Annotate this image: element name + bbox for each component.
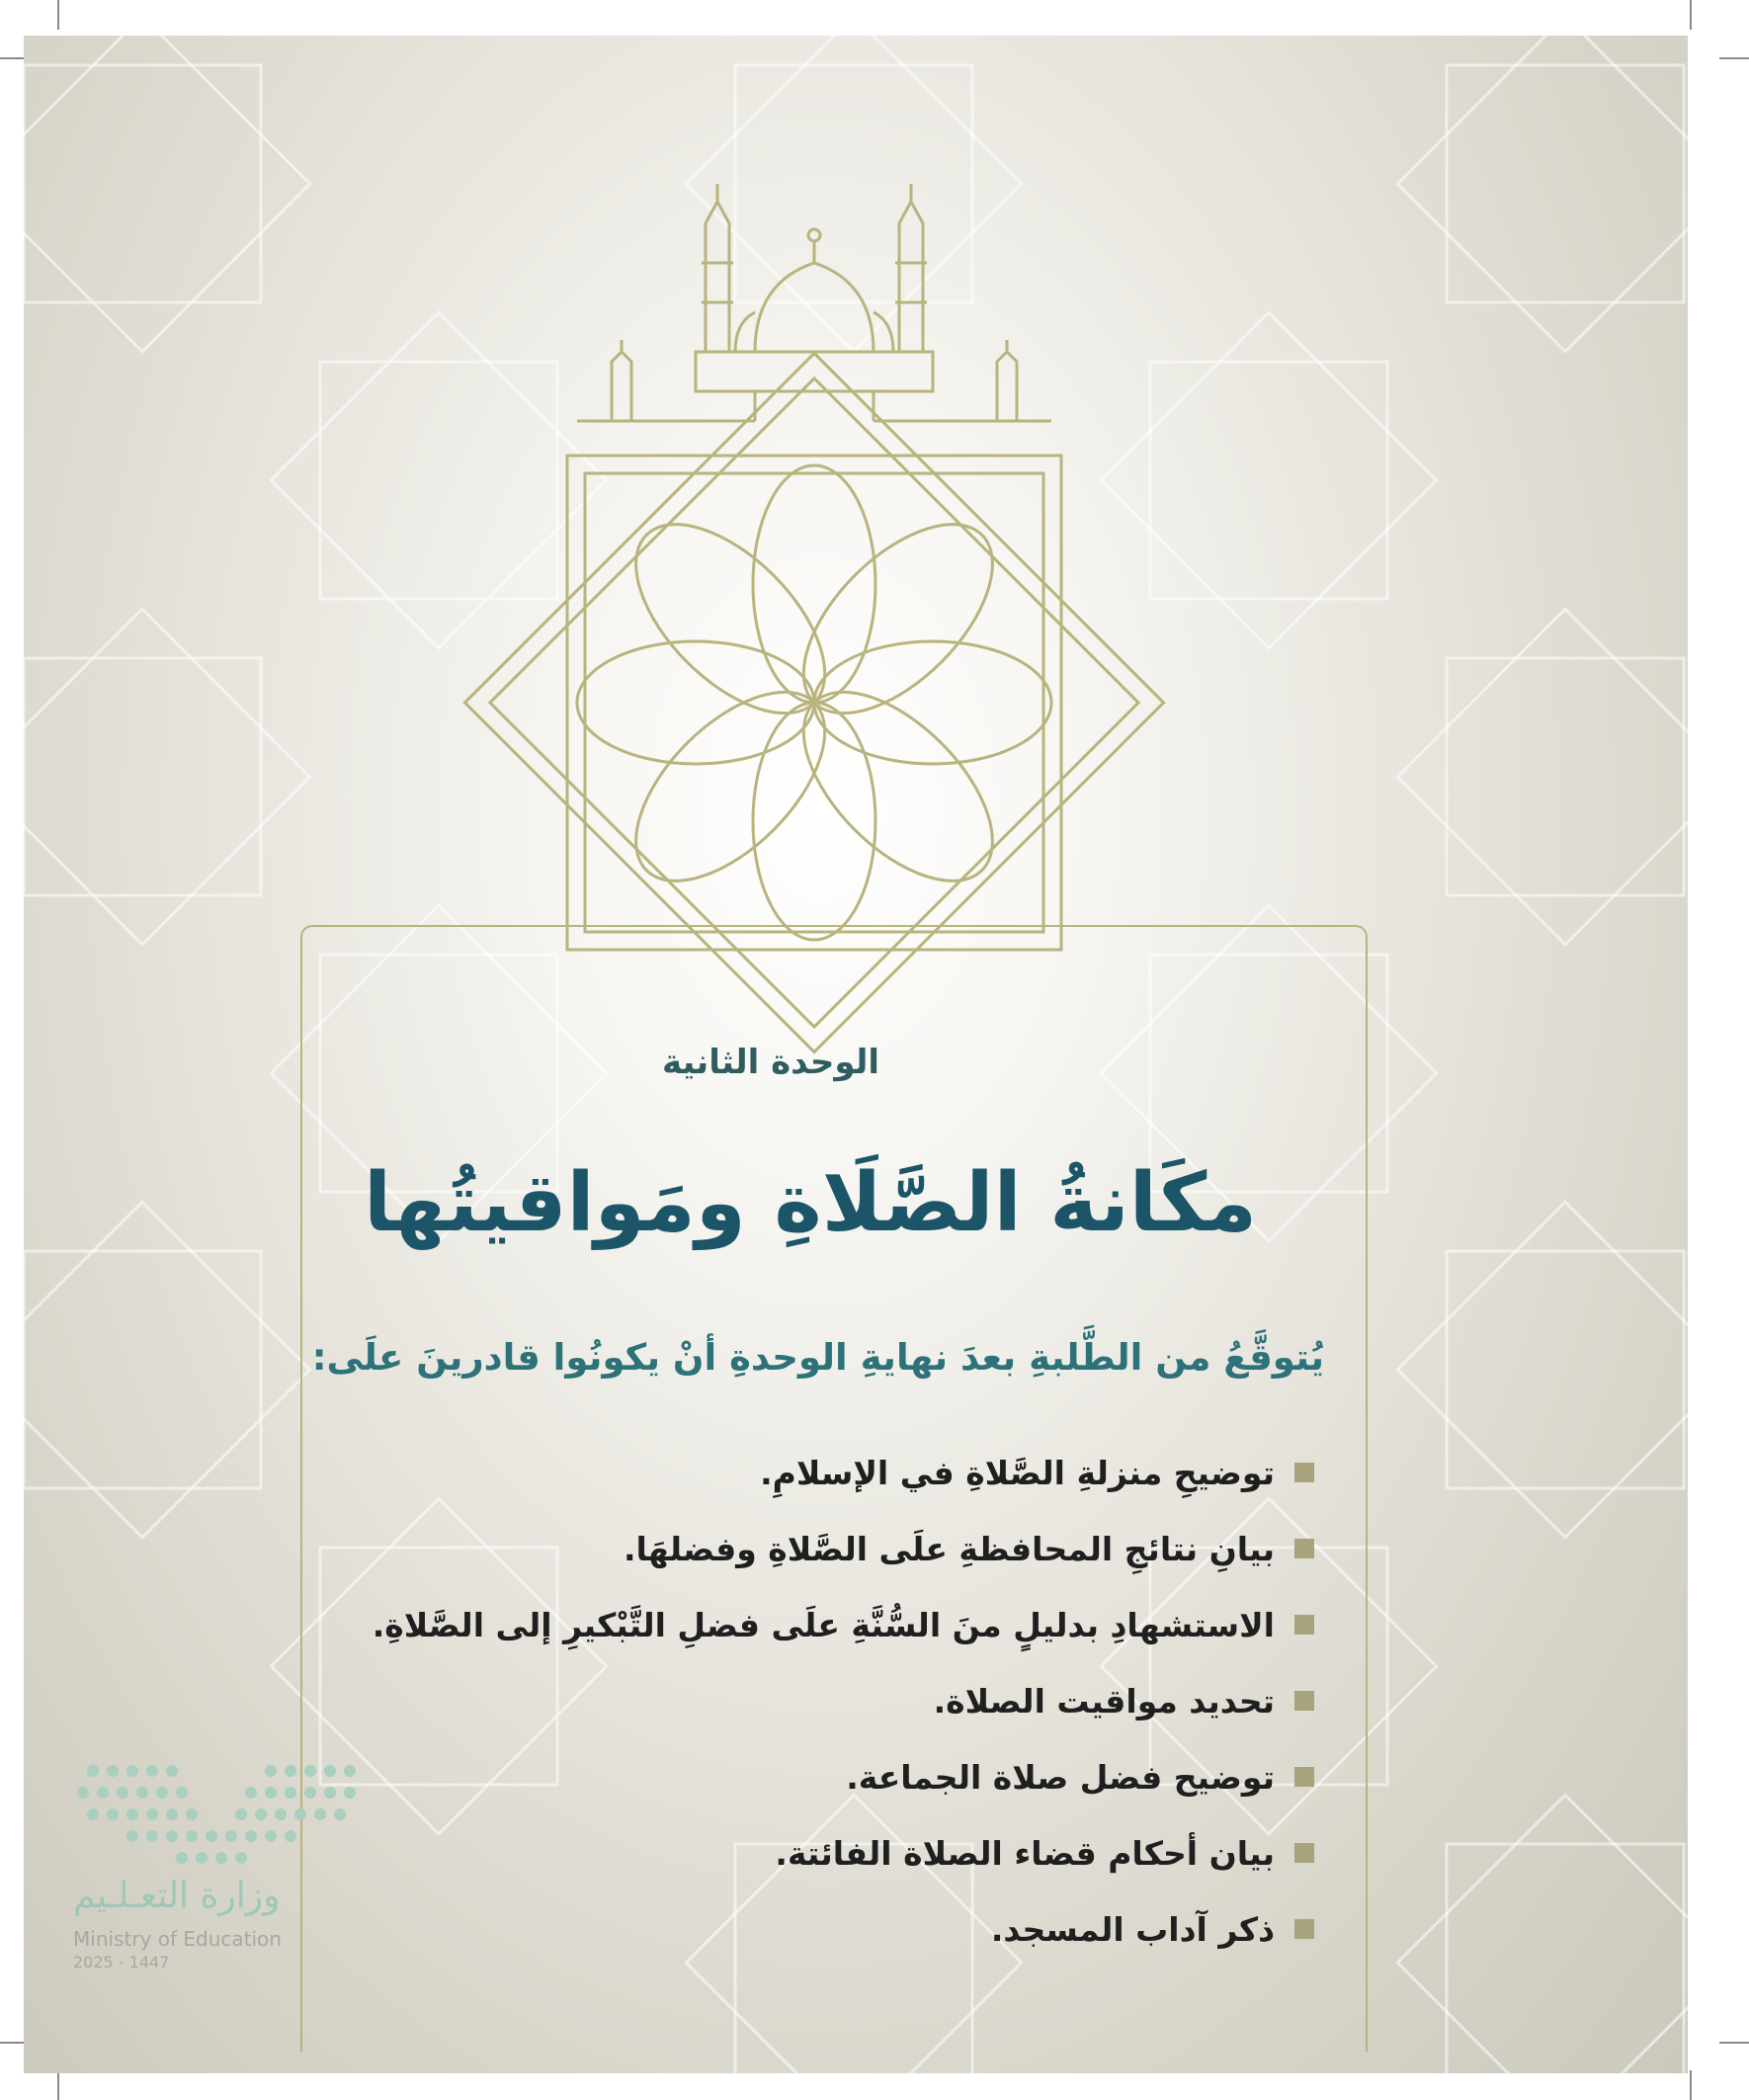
- objective-item: [296, 1894, 1324, 1964]
- edition-year: 2025 - 1447: [73, 1953, 170, 1972]
- crop-mark-bottom-right-v: [1690, 2070, 1692, 2100]
- square-bullet-icon: [1294, 1919, 1314, 1939]
- objective-text: توضيح فضل صلاة الجماعة.: [846, 1757, 1275, 1797]
- ministry-name-arabic: وزارة التعـلـيم: [73, 1876, 281, 1916]
- objective-text: بيان أحكام قضاء الصلاة الفائتة.: [775, 1833, 1275, 1873]
- objective-item: [296, 1438, 1324, 1507]
- crop-mark-bottom-left-v: [57, 2070, 59, 2100]
- objective-item: [296, 1590, 1324, 1659]
- objective-text: ذكر آداب المسجد.: [990, 1909, 1275, 1949]
- objective-item: [296, 1818, 1324, 1888]
- objective-item: [296, 1742, 1324, 1811]
- objective-item: [296, 1666, 1324, 1735]
- square-bullet-icon: [1294, 1843, 1314, 1863]
- ministry-dots-logo-icon: [73, 1759, 360, 1868]
- square-bullet-icon: [1294, 1615, 1314, 1635]
- crop-mark-top-left-v: [57, 0, 59, 30]
- objective-item: [296, 1514, 1324, 1583]
- objective-text: الاستشهادِ بدليلٍ منَ السُّنَّةِ علَى فضلِ التَّبْكيرِ إلى الصَّلاةِ.: [372, 1605, 1275, 1644]
- flower-petals: [577, 465, 1051, 940]
- objective-text: بيانِ نتائجِ المحافظةِ علَى الصَّلاةِ وفضلهَا.: [623, 1529, 1275, 1568]
- crop-mark-bottom-right-h: [1719, 2042, 1749, 2044]
- learning-outcomes-intro: يُتوقَّعُ من الطَّلبةِ بعدَ نهايةِ الوحدةِ أنْ يكونُوا قادرينَ علَى:: [311, 1336, 1324, 1379]
- crop-mark-top-right-h: [1719, 57, 1749, 59]
- square-bullet-icon: [1294, 1463, 1314, 1482]
- objective-text: توضيحِ منزلةِ الصَّلاةِ في الإسلامِ.: [760, 1453, 1275, 1492]
- unit-title: مكَانةُ الصَّلَاةِ ومَواقيتُها: [363, 1156, 1258, 1250]
- mosque-skyline: [577, 184, 1051, 421]
- crop-mark-top-right-v: [1690, 0, 1692, 30]
- ministry-logo: [73, 1759, 360, 1996]
- square-bullet-icon: [1294, 1691, 1314, 1711]
- ministry-name-english: Ministry of Education: [73, 1927, 282, 1951]
- unit-label: الوحدة الثانية: [661, 1043, 880, 1082]
- square-bullet-icon: [1294, 1767, 1314, 1787]
- square-bullet-icon: [1294, 1539, 1314, 1558]
- objective-text: تحديد مواقيت الصلاة.: [933, 1681, 1275, 1721]
- learning-objectives-list: [296, 1438, 1324, 1971]
